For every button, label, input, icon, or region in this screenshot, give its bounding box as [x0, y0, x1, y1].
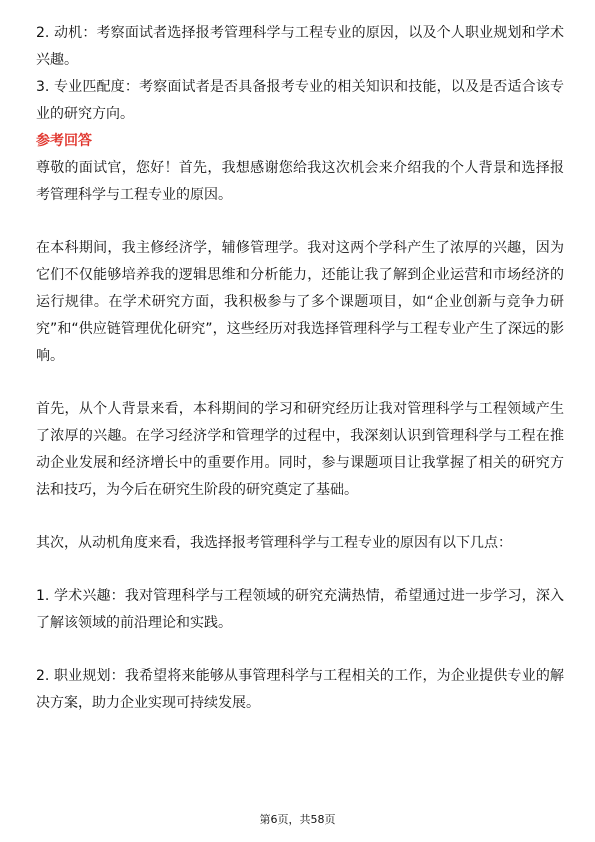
- criterion-major-fit: 3. 专业匹配度：考察面试者是否具备报考专业的相关知识和技能，以及是否适合该专业的研究方向。: [36, 79, 564, 122]
- page-content: [36, 20, 564, 717]
- answer-greeting: 尊敬的面试官，您好！首先，我想感谢您给我这次机会来介绍我的个人背景和选择报考管理科学与工程专业的原因。: [36, 160, 564, 203]
- paragraph-gap: [36, 557, 564, 583]
- paragraph-gap: [36, 209, 564, 235]
- answer-career-plan: 2. 职业规划：我希望将来能够从事管理科学与工程相关的工作，为企业提供专业的解决方案，助力企业实现可持续发展。: [36, 668, 564, 711]
- paragraph-gap: [36, 370, 564, 396]
- answer-heading: 参考回答: [36, 133, 92, 149]
- answer-motivation-intro: 其次，从动机角度来看，我选择报考管理科学与工程专业的原因有以下几点：: [36, 535, 512, 551]
- answer-academic-interest: 1. 学术兴趣：我对管理科学与工程领域的研究充满热情，希望通过进一步学习，深入了解该领域的前沿理论和实践。: [36, 588, 564, 631]
- answer-personal-background: 首先，从个人背景来看，本科期间的学习和研究经历让我对管理科学与工程领域产生了浓厚的兴趣。在学习经济学和管理学的过程中，我深刻认识到管理科学与工程在推动企业发展和经济增长中的重要作用。同时，参与课题项目让我掌握了相关的研究方法和技巧，为今后在研究生阶段的研究奠定了基础。: [36, 401, 564, 498]
- paragraph-gap: [36, 504, 564, 530]
- page-number: 第6页，共58页: [259, 813, 336, 826]
- paragraph-gap: [36, 637, 564, 663]
- answer-undergrad-background: 在本科期间，我主修经济学，辅修管理学。我对这两个学科产生了浓厚的兴趣，因为它们不仅能够培养我的逻辑思维和分析能力，还能让我了解到企业运营和市场经济的运行规律。在学术研究方面，我积极参与了多个课题项目，如“企业创新与竞争力研究”和“供应链管理优化研究”，这些经历对我选择管理科学与工程专业产生了深远的影响。: [36, 240, 564, 364]
- criterion-motivation: 2. 动机：考察面试者选择报考管理科学与工程专业的原因，以及个人职业规划和学术兴趣。: [36, 25, 564, 68]
